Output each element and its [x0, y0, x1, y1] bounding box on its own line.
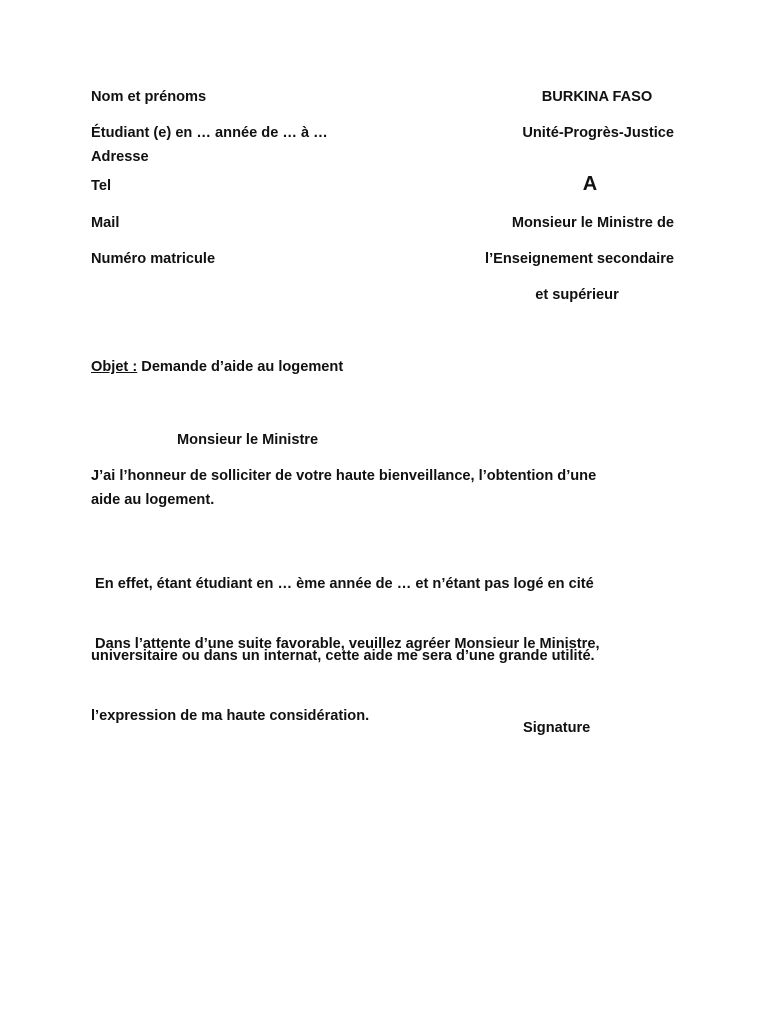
sender-name-label: Nom et prénoms: [91, 89, 207, 105]
addressee-marker: A: [582, 173, 598, 195]
body-paragraph-3-line-2: l’expression de ma haute considération.: [91, 708, 370, 724]
body-paragraph-2-line-2: universitaire ou dans un internat, cette aide me sera d’une grande utilité.: [91, 648, 595, 664]
body-paragraph-1: [91, 464, 596, 512]
signature-label: Signature: [523, 720, 591, 736]
recipient-line-2: l’Enseignement secondaire: [485, 251, 674, 267]
subject-line: [91, 357, 343, 377]
body-paragraph-3-line-1: Dans l’attente d’une suite favorable, veuillez agréer Monsieur le Ministre,: [91, 636, 600, 652]
recipient-line-1: Monsieur le Ministre de: [511, 215, 674, 231]
body-paragraph-1-line-2: aide au logement.: [91, 492, 215, 508]
subject-label: Objet :: [91, 359, 138, 375]
salutation: Monsieur le Ministre: [177, 432, 319, 448]
sender-registration-label: Numéro matricule: [91, 251, 216, 267]
body-paragraph-3: [91, 584, 600, 776]
body-paragraph-2-line-1: En effet, étant étudiant en … ème année de … et n’étant pas logé en cité: [91, 576, 594, 592]
country-motto: Unité-Progrès-Justice: [522, 125, 674, 141]
body-paragraph-1-line-1: J’ai l’honneur de solliciter de votre haute bienveillance, l’obtention d’une: [91, 468, 597, 484]
sender-phone-label: Tel: [91, 178, 112, 194]
sender-student-label: Étudiant (e) en … année de … à …: [91, 125, 328, 141]
recipient-line-3: et supérieur: [535, 287, 619, 303]
sender-mail-label: Mail: [91, 215, 120, 231]
sender-address-label: Adresse: [91, 149, 149, 165]
subject-text: Demande d’aide au logement: [137, 359, 344, 375]
country-name: BURKINA FASO: [541, 89, 653, 105]
